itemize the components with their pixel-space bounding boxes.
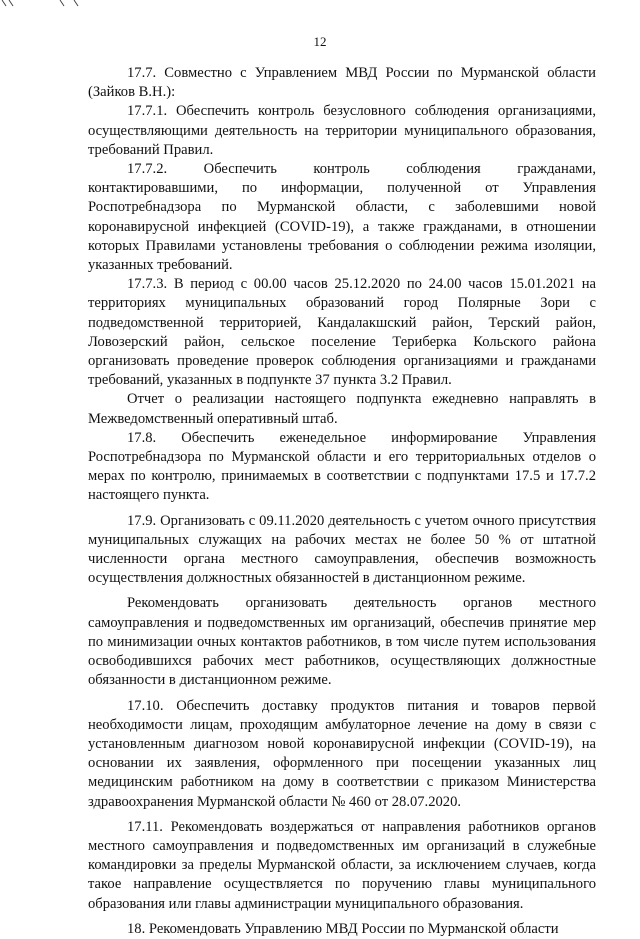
scan-corner-marks [0, 0, 120, 10]
paragraph-recommend-organize: Рекомендовать организовать деятельность органов местного самоуправления и подведомственных им организаций, обеспечив принятие мер по минимизации очных контактов работников, в том числе путем использования освободившихся рабочих мест работников, осуществляющих должностные обязанности в дистанционном режиме. [88, 595, 596, 689]
paragraph-17-7-1: 17.7.1. Обеспечить контроль безусловного соблюдения организациями, осуществляющими деятельность на территории муниципального образования, требований Правил. [88, 103, 596, 158]
paragraph-17-9: 17.9. Организовать с 09.11.2020 деятельность с учетом очного присутствия муниципальных служащих на рабочих местах не более 50 % от штатной численности органа местного самоуправления, обеспечив возможность осуществления должностных обязанностей в дистанционном режиме. [88, 512, 596, 587]
document-body [88, 64, 596, 939]
paragraph-17-10: 17.10. Обеспечить доставку продуктов питания и товаров первой необходимости лицам, проходящим амбулаторное лечение на дому в связи с установленным диагнозом новой коронавирусной инфекции (COVID-19), на основании их заявления, оформленного при посещении указанных лиц медицинским работником на дому в соответствии с приказом Министерства здравоохранения Мурманской области № 460 от 28.07.2020. [88, 697, 596, 810]
paragraph-17-7-3: 17.7.3. В период с 00.00 часов 25.12.2020 по 24.00 часов 15.01.2021 на территориях муниципальных образований город Полярные Зори с подведомственной территорией, Кандалакшский район, Терский район, Ловозерский район, сельское поселение Териберка Кольского района организовать проведение проверок соблюдения организациями и гражданами требований, указанных в подпункте 37 пункта 3.2 Правил. [88, 276, 596, 389]
page-number: 12 [313, 34, 327, 49]
paragraph-18: 18. Рекомендовать Управлению МВД России по Мурманской области [127, 920, 559, 937]
paragraph-17-7-2: 17.7.2. Обеспечить контроль соблюдения гражданами, контактировавшими, по информации, полученной от Управления Роспотребнадзора по Мурманской области, с заболевшими новой коронавирусной инфекцией (COVID-19), а также гражданами, в отношении которых Правилами установлены требования о соблюдении режима изоляции, указанных требований. [88, 161, 596, 274]
paragraph-17-11: 17.11. Рекомендовать воздержаться от направления работников органов местного самоуправления и подведомственных им организаций в служебные командировки за пределы Мурманской области, за исключением случаев, когда такое направление осуществляется по поручению главы муниципального образования или главы администрации муниципального образования. [88, 818, 596, 912]
paragraph-17-7: 17.7. Совместно с Управлением МВД России по Мурманской области (Зайков В.Н.): [88, 65, 596, 101]
paragraph-report: Отчет о реализации настоящего подпункта ежедневно направлять в Межведомственный оперативный штаб. [88, 391, 596, 427]
paragraph-17-8: 17.8. Обеспечить еженедельное информирование Управления Роспотребнадзора по Мурманской области и его территориальных отделов о мерах по контролю, принимаемых в соответствии с подпунктами 17.5 и 17.7.2 настоящего пункта. [88, 429, 596, 504]
